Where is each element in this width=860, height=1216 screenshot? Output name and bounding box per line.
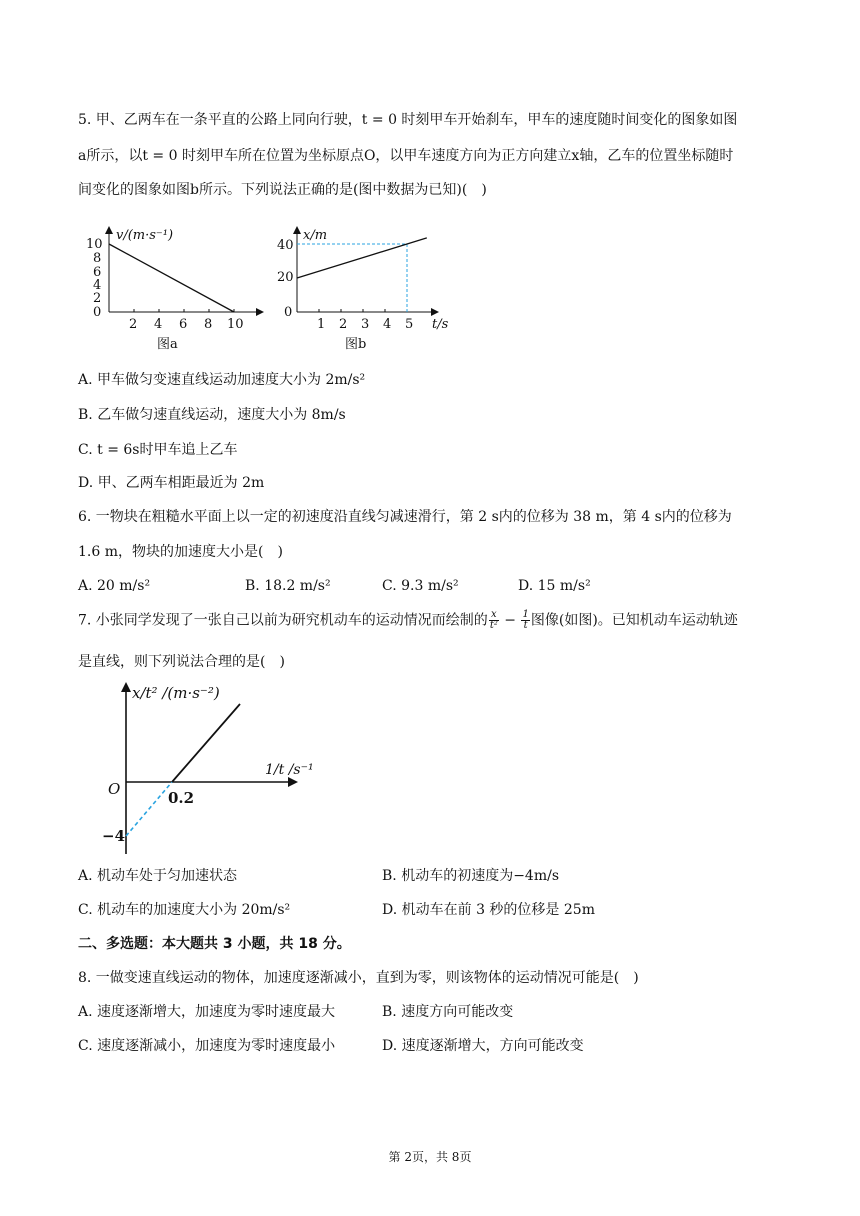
fig-a-ytick-6: 6 (93, 265, 102, 280)
fig-a-ytick-4: 4 (93, 278, 102, 293)
q7-text-line1 (78, 610, 738, 631)
q7-text-line2: 是直线，则下列说法合理的是( ) (78, 654, 285, 670)
q5-text-line1: 5. 甲、乙两车在一条平直的公路上同向行驶，t = 0 时刻甲车开始刹车，甲车的速度随时间变化的图象如图 (78, 112, 738, 128)
fig-b-xtick-1: 1 (317, 317, 326, 332)
fig-b-xtick-2: 2 (339, 317, 348, 332)
fig-a-xtick-8: 8 (204, 317, 213, 332)
q8-option-c: C. 速度逐渐减小，加速度为零时速度最小 (78, 1038, 336, 1054)
q6-text-line2: 1.6 m，物块的加速度大小是( ) (78, 544, 283, 560)
fig-b-ytick-0: 0 (284, 305, 293, 320)
fig-q7-origin-label: O (108, 780, 121, 798)
q7-text-post: 图像(如图)。已知机动车运动轨迹 (530, 612, 738, 629)
q5-text-line3: 间变化的图象如图b所示。下列说法正确的是(图中数据为已知)( ) (78, 182, 487, 198)
q7-fraction-x-t2: $\frac{x}{\text{t²}}$ (489, 609, 498, 631)
q8-text-line1: 8. 一做变速直线运动的物体，加速度逐渐减小，直到为零，则该物体的运动情况可能是( ) (78, 970, 639, 986)
q8-option-b: B. 速度方向可能改变 (382, 1004, 514, 1020)
q6-option-b: B. 18.2 m/s² (245, 578, 331, 594)
fig-b-xlabel: t/s (432, 317, 449, 332)
fig-b-xtick-5: 5 (405, 317, 414, 332)
q5-option-c: C. t = 6s时甲车追上乙车 (78, 442, 238, 458)
q7-fraction-1-t: $\frac{1}{t}$ (522, 609, 529, 631)
fig-a-xtick-6: 6 (179, 317, 188, 332)
fig-q7-data-line (172, 704, 240, 782)
q7-text-pre: 7. 小张同学发现了一张自己以前为研究机动车的运动情况而绘制的 (78, 612, 488, 629)
fig-a-ytick-0: 0 (93, 305, 102, 320)
fig-a-velocity-line (109, 244, 234, 312)
q7-option-a: A. 机动车处于匀加速状态 (78, 868, 238, 884)
q8-option-d: D. 速度逐渐增大，方向可能改变 (382, 1038, 584, 1054)
fig-b-xtick-4: 4 (383, 317, 392, 332)
fig-b-ytick-40: 40 (277, 238, 294, 253)
fig-b-xtick-3: 3 (361, 317, 370, 332)
fig-q7-xlabel: 1/t /s⁻¹ (265, 762, 314, 778)
q8-option-a: A. 速度逐渐增大，加速度为零时速度最大 (78, 1004, 336, 1020)
q7-option-b: B. 机动车的初速度为−4m/s (382, 868, 560, 884)
fig-b-ylabel: x/m (303, 228, 328, 243)
fig-a-caption: 图a (157, 337, 178, 352)
fig-a-ylabel: v/(m·s⁻¹) (116, 228, 174, 243)
q6-option-d: D. 15 m/s² (518, 578, 591, 594)
fig-b-caption: 图b (345, 337, 367, 352)
fig-q7-dashed-extension (126, 782, 172, 836)
q7-option-c: C. 机动车的加速度大小为 20m/s² (78, 902, 291, 918)
q5-option-d: D. 甲、乙两车相距最近为 2m (78, 475, 265, 491)
fig-a-ytick-2: 2 (93, 291, 102, 306)
q5-text-line2: a所示，以t = 0 时刻甲车所在位置为坐标原点O，以甲车速度方向为正方向建立x轴，乙车的位置坐标随时 (78, 148, 734, 164)
q5-option-b: B. 乙车做匀速直线运动，速度大小为 8m/s (78, 407, 346, 423)
q6-option-c: C. 9.3 m/s² (382, 578, 459, 594)
fig-a-xtick-10: 10 (227, 317, 244, 332)
fig-a-ytick-10: 10 (86, 237, 103, 252)
section-heading-multiple-choice: 二、多选题：本大题共 3 小题，共 18 分。 (78, 936, 351, 952)
fig-q7-ylabel: x/t² /(m·s⁻²) (132, 684, 220, 702)
figure-q7 (100, 678, 315, 860)
fig-a-ytick-8: 8 (93, 251, 102, 266)
fig-a-xtick-4: 4 (154, 317, 163, 332)
fig-q7-xtick-label: 0.2 (168, 789, 195, 807)
page-footer: 第 2页，共 8页 (388, 1150, 472, 1164)
figure-b (275, 222, 460, 354)
fig-a-xtick-2: 2 (129, 317, 138, 332)
q7-option-d: D. 机动车在前 3 秒的位移是 25m (382, 902, 595, 918)
q6-text-line1: 6. 一物块在粗糙水平面上以一定的初速度沿直线匀减速滑行，第 2 s内的位移为 38 m，第 4 s内的位移为 (78, 509, 732, 525)
q6-option-a: A. 20 m/s² (78, 578, 151, 594)
figure-a (82, 222, 267, 354)
q5-option-a: A. 甲车做匀变速直线运动加速度大小为 2m/s² (78, 372, 366, 388)
fig-b-ytick-20: 20 (277, 270, 294, 285)
fig-q7-ytick-label: −4 (102, 827, 126, 845)
q7-dash: − (499, 612, 521, 629)
